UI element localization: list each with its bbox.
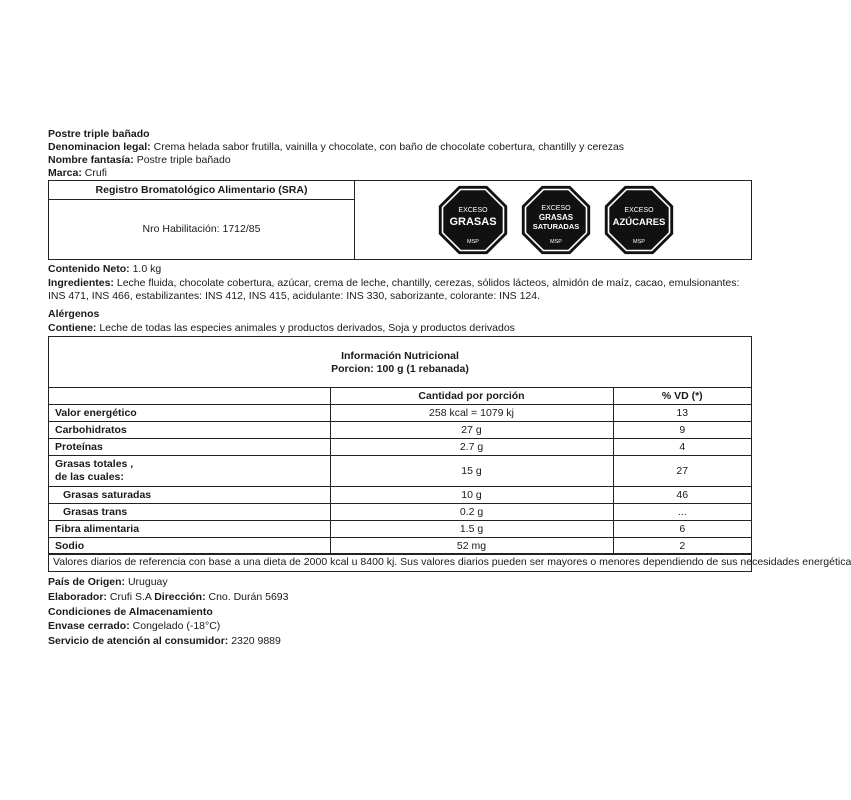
nutrient-name-text: Fibra alimentaria xyxy=(55,523,140,535)
nutrient-qty: 2.7 g xyxy=(330,439,613,456)
nutrient-name-text: Grasas trans xyxy=(63,506,128,518)
seal-footer-text: MSP xyxy=(633,239,645,245)
warning-octagon-seal xyxy=(435,182,511,258)
nutrient-vd: 13 xyxy=(613,405,751,422)
warning-cell xyxy=(355,181,751,259)
nutrient-vd: 9 xyxy=(613,422,751,439)
fantasia-line xyxy=(48,154,231,167)
nutrition-title: Información Nutricional xyxy=(341,350,459,362)
marca-line xyxy=(48,167,107,180)
nutrient-qty: 52 mg xyxy=(330,538,613,555)
nutrient-name-text: Grasas saturadas xyxy=(63,489,152,501)
seal-top-text: EXCESO xyxy=(541,205,571,212)
nutrient-qty: 15 g xyxy=(330,456,613,487)
nutrient-vd: ... xyxy=(613,504,751,521)
table-row xyxy=(49,538,751,555)
header-cantidad: Cantidad por porción xyxy=(330,388,613,405)
almacenamiento-title: Condiciones de Almacenamiento xyxy=(48,606,213,618)
alergenos-title: Alérgenos xyxy=(48,308,100,320)
habilitacion-text: Nro Habilitación: 1712/85 xyxy=(142,223,261,235)
seal-sub-text: SATURADAS xyxy=(532,222,580,231)
nutrient-qty: 10 g xyxy=(330,487,613,504)
nutrient-name xyxy=(49,487,330,504)
nutrient-name xyxy=(49,538,330,555)
denominacion-line xyxy=(48,141,624,154)
nutrient-name xyxy=(49,405,330,422)
nutrient-vd: 46 xyxy=(613,487,751,504)
contiene-value: Leche de todas las especies animales y productos derivados, Soja y productos derivados xyxy=(99,322,515,334)
nutrient-qty: 1.5 g xyxy=(330,521,613,538)
seal-top-text: EXCESO xyxy=(458,207,488,214)
denominacion-value: Crema helada sabor frutilla, vainilla y chocolate, con baño de chocolate cobertura, chantilly y cerezas xyxy=(153,141,625,153)
seal-main-text: AZÚCARES xyxy=(612,217,666,228)
seal-top-text: EXCESO xyxy=(624,207,654,214)
nutrient-name xyxy=(49,521,330,538)
nutrient-name xyxy=(49,439,330,456)
nutrient-vd: 27 xyxy=(613,456,751,487)
nutrient-vd: 4 xyxy=(613,439,751,456)
nutrition-box xyxy=(48,336,851,572)
nutrition-porcion: Porcion: 100 g (1 rebanada) xyxy=(331,363,469,375)
fantasia-value: Postre triple bañado xyxy=(136,154,231,166)
nutrition-footnote: Valores diarios de referencia con base a una dieta de 2000 kcal u 8400 kj. Sus valores diarios pueden ser mayores o menores dependiendo de sus necesidades energética xyxy=(49,553,751,571)
table-row xyxy=(49,456,751,487)
nutrient-qty: 0.2 g xyxy=(330,504,613,521)
contenido-label: Contenido Neto: xyxy=(48,263,130,275)
servicio-label: Servicio de atención al consumidor: xyxy=(48,635,229,647)
nutrient-name-text: Carbohidratos xyxy=(55,424,127,436)
nutrient-name xyxy=(49,456,330,487)
nutrient-name-text: Valor energético xyxy=(55,407,137,419)
origen-label: País de Origen: xyxy=(48,576,126,588)
seal-footer-text: MSP xyxy=(550,239,562,245)
origen-line xyxy=(48,576,168,589)
servicio-value: 2320 9889 xyxy=(231,635,281,647)
nutrient-name-text: Sodio xyxy=(55,540,85,552)
nutrient-qty: 258 kcal = 1079 kj xyxy=(330,405,613,422)
nutrient-name xyxy=(49,422,330,439)
elaborador-line xyxy=(48,591,288,604)
envase-value: Congelado (-18°C) xyxy=(132,620,221,632)
nutrition-table-wrap xyxy=(49,387,751,555)
denominacion-label: Denominacion legal: xyxy=(48,141,151,153)
table-row xyxy=(49,439,751,456)
seal-main-text: GRASAS xyxy=(449,216,497,228)
registro-title: Registro Bromatológico Alimentario (SRA) xyxy=(49,181,354,200)
registro-box xyxy=(48,180,752,260)
warning-octagon-seal xyxy=(601,182,677,258)
nutrient-vd: 6 xyxy=(613,521,751,538)
origen-value: Uruguay xyxy=(127,576,168,588)
contenido-line xyxy=(48,263,161,276)
nutrition-table xyxy=(49,387,751,555)
nutrient-name-text: Proteínas xyxy=(55,441,103,453)
product-title: Postre triple bañado xyxy=(48,128,150,140)
table-row xyxy=(49,405,751,422)
elaborador-value: Crufi S.A xyxy=(109,591,152,603)
header-empty xyxy=(49,388,330,405)
marca-label: Marca: xyxy=(48,167,82,179)
nutrient-name xyxy=(49,504,330,521)
envase-line xyxy=(48,620,220,633)
table-row xyxy=(49,422,751,439)
table-row xyxy=(49,521,751,538)
elaborador-label: Elaborador: xyxy=(48,591,107,603)
warning-octagon-seal xyxy=(518,182,594,258)
contiene-label: Contiene: xyxy=(48,322,97,334)
nutrition-header xyxy=(49,337,751,387)
direccion-value: Cno. Durán 5693 xyxy=(208,591,289,603)
table-row xyxy=(49,504,751,521)
seal-main-text: GRASAS xyxy=(538,213,574,222)
nutrient-qty: 27 g xyxy=(330,422,613,439)
ingredientes-block xyxy=(48,277,758,303)
nutrient-name-text: Grasas totales , xyxy=(55,458,134,470)
ingredientes-label: Ingredientes: xyxy=(48,277,114,289)
contiene-line xyxy=(48,322,515,335)
header-vd: % VD (*) xyxy=(613,388,751,405)
contenido-value: 1.0 kg xyxy=(132,263,162,275)
ingredientes-value: Leche fluida, chocolate cobertura, azúcar, crema de leche, chantilly, cerezas, sólidos lácteos, almidón de maíz, cacao, emulsionantes: INS 471, INS 466, estabilizantes: INS 412, INS 415, acidulante: INS 330, saborizante, colorante: INS 124. xyxy=(48,277,740,302)
servicio-line xyxy=(48,635,281,648)
registro-cell xyxy=(49,181,355,259)
direccion-label: Dirección: xyxy=(154,591,206,603)
table-row xyxy=(49,487,751,504)
seal-footer-text: MSP xyxy=(467,239,479,245)
fantasia-label: Nombre fantasía: xyxy=(48,154,134,166)
table-header-row xyxy=(49,388,751,405)
marca-value: Crufi xyxy=(84,167,107,179)
nutrient-name-subtext: de las cuales: xyxy=(55,471,124,483)
nutrient-vd: 2 xyxy=(613,538,751,555)
envase-label: Envase cerrado: xyxy=(48,620,130,632)
